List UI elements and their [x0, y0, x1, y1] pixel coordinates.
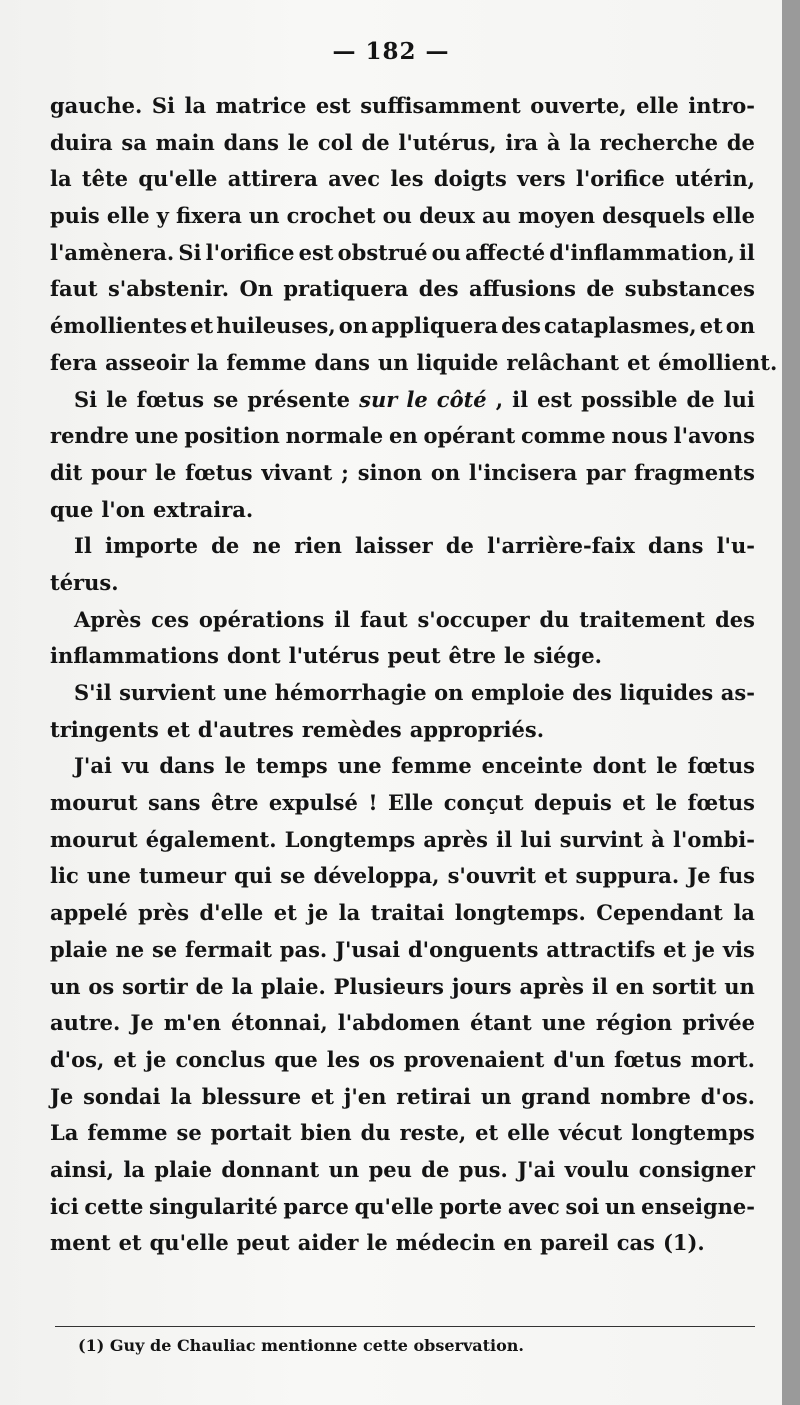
- text-line: lic une tumeur qui se développa, s'ouvrit et suppura. Je fus: [50, 863, 755, 889]
- text-line: fera asseoir la femme dans un liquide relâchant et émollient.: [50, 349, 778, 375]
- text-line: duira sa main dans le col de l'utérus, ira à la recherche de: [50, 129, 755, 155]
- text-line: ici cette singularité parce qu'elle porte avec soi un enseigne-: [50, 1193, 755, 1219]
- text-line: ment et qu'elle peut aider le médecin en pareil cas (1).: [50, 1230, 705, 1256]
- text-line: gauche. Si la matrice est suffisamment ouverte, elle intro-: [50, 93, 755, 118]
- text-line: la tête qu'elle attirera avec les doigts vers l'orifice utérin,: [50, 166, 755, 192]
- text-line: S'il survient une hémorrhagie on emploie des liquides as-: [74, 680, 755, 705]
- text-line: inflammations dont l'utérus peut être le siége.: [50, 643, 602, 669]
- text-line: tringents et d'autres remèdes appropriés.: [50, 716, 544, 742]
- text-line: térus.: [50, 569, 119, 595]
- text-line: appelé près d'elle et je la traitai longtemps. Cependant la: [50, 900, 755, 926]
- text-line: mourut sans être expulsé ! Elle conçut depuis et le fœtus: [50, 790, 755, 816]
- text-line: un os sortir de la plaie. Plusieurs jours après il en sortit un: [50, 973, 755, 999]
- text-line: émollientes et huileuses, on appliquera des cataplasmes, et on: [50, 313, 755, 339]
- footnote: (1) Guy de Chauliac mentionne cette observation.: [78, 1336, 524, 1355]
- text-line: rendre une position normale en opérant comme nous l'avons: [50, 423, 755, 449]
- text-line: Si le fœtus se présente sur le côté , il est possible de lui: [74, 386, 755, 412]
- body-text: [50, 88, 778, 1262]
- text-line: dit pour le fœtus vivant ; sinon on l'incisera par fragments: [50, 459, 755, 485]
- text-line: plaie ne se fermait pas. J'usai d'onguents attractifs et je vis: [50, 936, 755, 962]
- text-line: mourut également. Longtemps après il lui survint à l'ombi-: [50, 826, 755, 852]
- footnote-rule: [55, 1326, 755, 1327]
- text-line: que l'on extraira.: [50, 496, 254, 522]
- text-line: faut s'abstenir. On pratiquera des affusions de substances: [50, 276, 755, 302]
- text-line: ainsi, la plaie donnant un peu de pus. J'ai voulu consigner: [50, 1156, 755, 1182]
- text-line: Il importe de ne rien laisser de l'arrière-faix dans l'u-: [74, 533, 755, 559]
- text-line: puis elle y fixera un crochet ou deux au moyen desquels elle: [50, 203, 755, 229]
- text-line: Je sondai la blessure et j'en retirai un grand nombre d'os.: [50, 1083, 755, 1109]
- text-line: La femme se portait bien du reste, et elle vécut longtemps: [50, 1120, 755, 1146]
- text-line: autre. Je m'en étonnai, l'abdomen étant une région privée: [50, 1010, 755, 1036]
- text-line: J'ai vu dans le temps une femme enceinte dont le fœtus: [74, 753, 755, 779]
- text-line: Après ces opérations il faut s'occuper du traitement des: [74, 606, 755, 632]
- text-line: l'amènera. Si l'orifice est obstrué ou affecté d'inflammation, il: [50, 239, 755, 265]
- page-edge: [782, 0, 800, 1405]
- text-line: d'os, et je conclus que les os provenaient d'un fœtus mort.: [50, 1046, 755, 1072]
- page-number: — 182 —: [332, 38, 450, 65]
